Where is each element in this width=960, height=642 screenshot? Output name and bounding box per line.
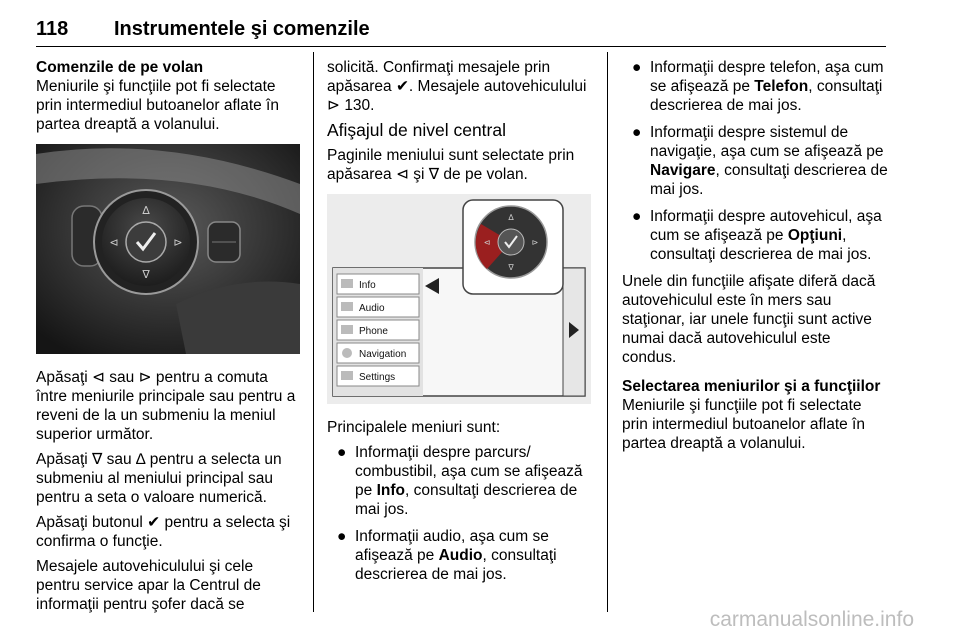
bullet-icon: ● — [632, 208, 642, 225]
menu-item-audio: Audio — [359, 303, 385, 314]
svg-text:∆: ∆ — [508, 213, 514, 222]
menu-list — [337, 274, 419, 386]
list-item-text: Informaţii despre telefon, aşa cum se afişează pe — [650, 59, 884, 95]
main-menus-list — [327, 443, 595, 584]
continued-text: solicită. Confirmaţi mesajele prin apăsarea ✔. Mesajele autovehiculului — [327, 59, 587, 95]
svg-text:⊳: ⊳ — [531, 238, 539, 247]
menu-item-info: Info — [359, 280, 376, 291]
header-divider — [36, 46, 886, 47]
list-item-text: , consultaţi descrierea de mai jos. — [650, 227, 872, 263]
list-intro: Principalele meniuri sunt: — [327, 419, 501, 436]
list-item — [622, 207, 888, 264]
paragraph-messages: Mesajele autovehiculului şi cele pentru service apar la Centrul de informaţii pentru şofer dacă se — [36, 558, 261, 613]
main-menus-list-continued — [622, 58, 888, 264]
svg-text:∆: ∆ — [142, 204, 150, 217]
list-item — [327, 527, 595, 584]
svg-text:∇: ∇ — [142, 268, 150, 281]
sub-heading-select: Selectarea meniurilor şi a funcţiilor — [622, 378, 881, 395]
page-header — [36, 12, 886, 44]
list-item-text: Informaţii despre parcurs/ combustibil, aşa cum se afişează pe — [355, 444, 583, 499]
page-ref-arrow: ⊳ — [327, 97, 340, 114]
list-item-text: Informaţii despre sistemul de navigaţie, aşa cum se afişează pe — [650, 124, 884, 160]
column-divider — [607, 52, 608, 612]
menu-name-optiuni: Opţiuni — [787, 227, 843, 244]
svg-text:∇: ∇ — [508, 263, 514, 272]
paragraph-switch-menus: Apăsaţi ⊲ sau ⊳ pentru a comuta între meniurile principale sau pentru a reveni de la un submeniu la meniul superior următor. — [36, 369, 296, 443]
column-divider — [313, 52, 314, 612]
intro-paragraph: Meniurile şi funcţiile pot fi selectate prin intermediul butoanelor aflate în partea dreaptă a volanului. — [36, 78, 279, 133]
bullet-icon: ● — [337, 528, 347, 545]
steering-wheel-controls-image — [36, 144, 300, 354]
bullet-icon: ● — [632, 59, 642, 76]
paragraph-confirm: Apăsaţi butonul ✔ pentru a selecta şi confirma o funcţie. — [36, 514, 291, 550]
bullet-icon: ● — [632, 124, 642, 141]
watermark: carmanualsonline.info — [709, 608, 914, 631]
list-item-text: , consultaţi descrierea de mai jos. — [650, 78, 883, 114]
paragraph-select-submenu: Apăsaţi ∇ sau ∆ pentru a selecta un submeniu al meniului principal sau pentru a seta o valoare numerică. — [36, 451, 282, 506]
list-item — [622, 123, 888, 199]
column-3 — [622, 58, 888, 459]
central-display-image — [327, 194, 591, 404]
menu-item-navigation: Navigation — [359, 349, 407, 360]
page-ref: 130. — [344, 97, 375, 114]
page-title: Instrumentele şi comenzile — [114, 18, 370, 40]
bullet-icon: ● — [337, 444, 347, 461]
menu-name-telefon: Telefon — [754, 78, 809, 95]
svg-text:⊳: ⊳ — [173, 236, 183, 249]
column-2 — [327, 58, 595, 592]
menu-name-audio: Audio — [438, 547, 483, 564]
list-item — [327, 443, 595, 519]
paragraph-select-menus: Meniurile şi funcţiile pot fi selectate prin intermediul butoanelor aflate în partea dreaptă a volanului. — [622, 397, 865, 452]
list-item — [622, 58, 888, 115]
menu-item-settings: Settings — [359, 372, 396, 383]
paragraph-menu-pages: Paginile meniului sunt selectate prin apăsarea ⊲ şi ∇ de pe volan. — [327, 147, 575, 183]
menu-item-phone: Phone — [359, 326, 388, 337]
list-item-text: , consultaţi descrierea de mai jos. — [355, 482, 578, 518]
page-number: 118 — [36, 18, 69, 40]
list-item-text: Informaţii audio, aşa cum se afişează pe — [355, 528, 549, 564]
menu-name-info: Info — [376, 482, 405, 499]
section-heading-display: Afişajul de nivel central — [327, 120, 506, 140]
list-item-text: , consultaţi descrierea de mai jos. — [355, 547, 557, 583]
list-item-text: , consultaţi descrierea de mai jos. — [650, 162, 888, 198]
svg-text:⊲: ⊲ — [109, 236, 119, 249]
section-heading: Comenzile de pe volan — [36, 59, 204, 76]
svg-text:⊲: ⊲ — [483, 238, 491, 247]
paragraph-functions-differ: Unele din funcţiile afişate diferă dacă autovehiculul este în mers sau staţionar, iar unele funcţii sunt active numai dacă autovehiculul este condus. — [622, 273, 876, 366]
paragraph-continued — [327, 58, 595, 115]
list-item-text: Informaţii despre autovehicul, aşa cum se afişează pe — [650, 208, 882, 244]
menu-name-navigare: Navigare — [650, 162, 716, 179]
column-1 — [36, 58, 300, 620]
